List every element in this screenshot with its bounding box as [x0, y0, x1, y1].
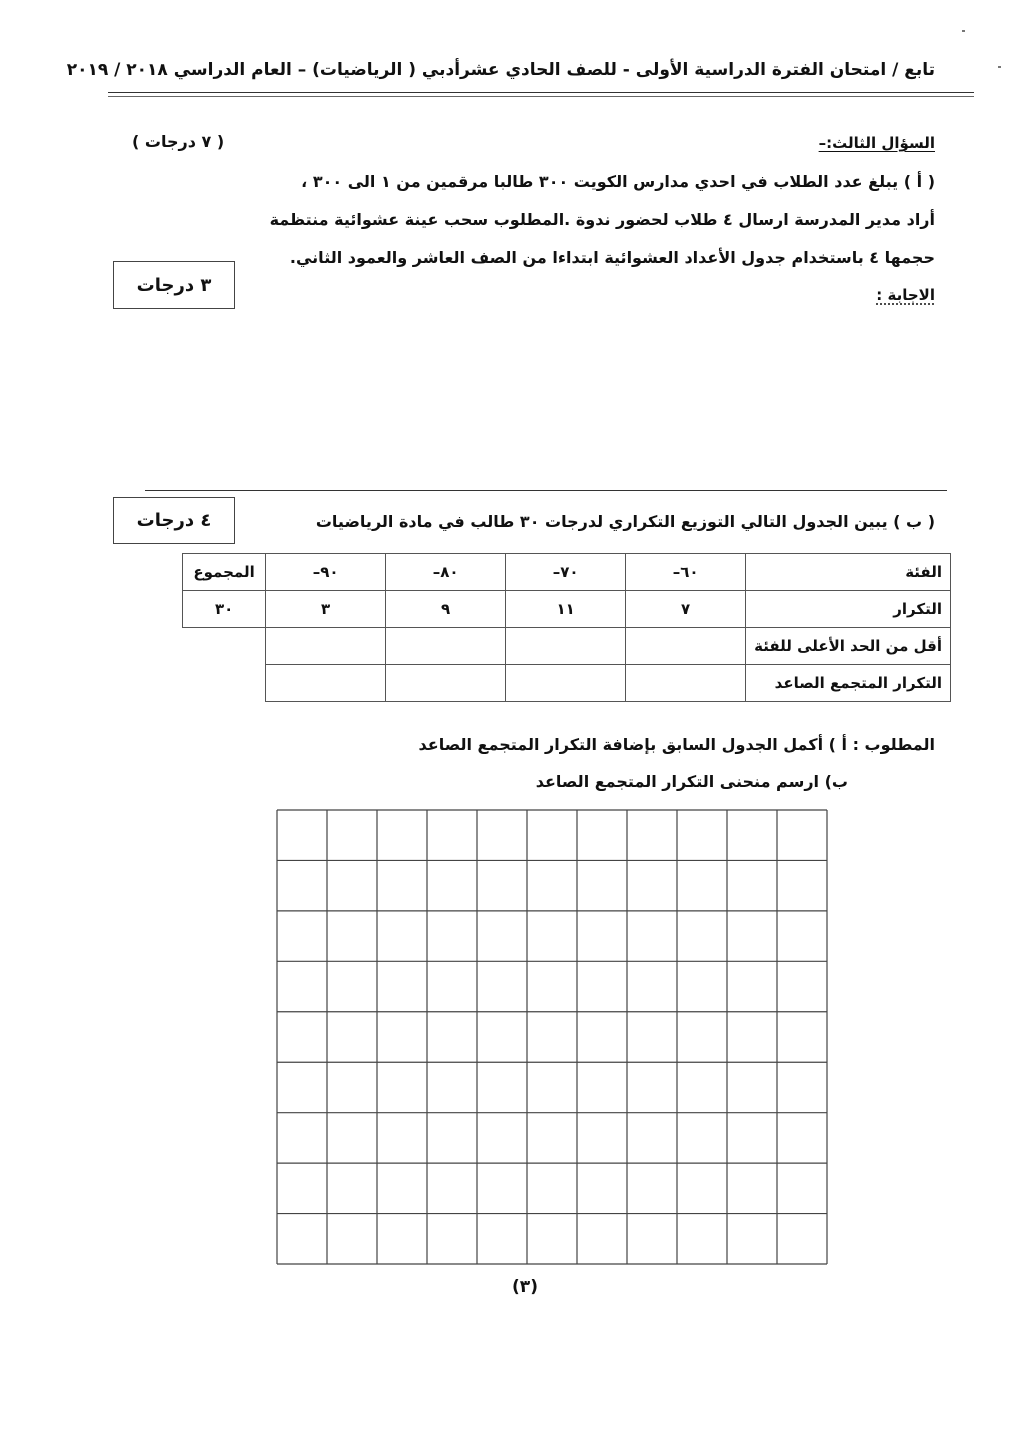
required-b-text: ب) ارسم منحنى التكرار المتجمع الصاعد: [535, 772, 848, 791]
upper-bound-cell[interactable]: [266, 628, 386, 665]
row-header-class: الفئة: [746, 554, 951, 591]
cumulative-cell[interactable]: [506, 665, 626, 702]
required-a-text: المطلوب : أ ) أكمل الجدول السابق بإضافة التكرار المتجمع الصاعد: [418, 735, 935, 754]
frequency-cell: ٣: [266, 591, 386, 628]
graph-paper-grid[interactable]: [276, 809, 828, 1265]
scan-speck: [962, 30, 965, 32]
row-header-upper-bound: أقل من الحد الأعلى للفئة: [746, 628, 951, 665]
class-cell: ٦٠–: [626, 554, 746, 591]
class-cell: ٩٠–: [266, 554, 386, 591]
page-number: (٣): [512, 1277, 538, 1297]
part-a-marks-box: [113, 261, 235, 309]
table-row-frequency: [183, 591, 951, 628]
frequency-table-wrapper: [182, 553, 951, 702]
question-total-marks: ( ٧ درجات ): [132, 132, 225, 151]
part-b-intro: ( ب ) يبين الجدول التالي التوزيع التكراري لدرجات ٣٠ طالب في مادة الرياضيات: [315, 512, 935, 531]
row-header-frequency: التكرار: [746, 591, 951, 628]
part-b-marks-box: [113, 497, 235, 544]
part-a-marks-label: ٣ درجات: [136, 274, 212, 296]
row-header-cumulative: التكرار المتجمع الصاعد: [746, 665, 951, 702]
empty-outside-cell: [183, 628, 266, 665]
class-cell: ٨٠–: [386, 554, 506, 591]
question-heading: السؤال الثالث:–: [818, 134, 935, 152]
part-a-line-3: حجمها ٤ باستخدام جدول الأعداد العشوائية ابتداءا من الصف العاشر والعمود الثاني.: [289, 248, 935, 267]
cumulative-cell[interactable]: [266, 665, 386, 702]
frequency-cell: ٩: [386, 591, 506, 628]
total-header-cell: المجموع: [183, 554, 266, 591]
upper-bound-cell[interactable]: [626, 628, 746, 665]
total-frequency-cell: ٣٠: [183, 591, 266, 628]
part-b-marks-label: ٤ درجات: [136, 510, 212, 531]
empty-outside-cell: [183, 665, 266, 702]
section-divider: [145, 490, 947, 491]
frequency-cell: ١١: [506, 591, 626, 628]
answer-label: الاجابة :: [876, 286, 935, 304]
upper-bound-cell[interactable]: [506, 628, 626, 665]
header-rule-top: [108, 92, 974, 93]
upper-bound-cell[interactable]: [386, 628, 506, 665]
exam-header-title: تابع / امتحان الفترة الدراسية الأولى - للصف الحادي عشرأدبي ( الرياضيات) – العام الدراسي ٢٠١٨ / ٢٠١٩: [66, 60, 935, 80]
table-row-upper-bound: [183, 628, 951, 665]
header-rule-bottom: [108, 96, 974, 97]
table-row-cumulative: [183, 665, 951, 702]
cumulative-cell[interactable]: [386, 665, 506, 702]
part-a-line-2: أراد مدير المدرسة ارسال ٤ طلاب لحضور ندوة .المطلوب سحب عينة عشوائية منتظمة: [269, 210, 935, 229]
frequency-cell: ٧: [626, 591, 746, 628]
class-cell: ٧٠–: [506, 554, 626, 591]
part-a-line-1: ( أ ) يبلغ عدد الطلاب في احدي مدارس الكويت ٣٠٠ طالبا مرقمين من ١ الى ٣٠٠ ،: [301, 172, 935, 191]
table-row-classes: [183, 554, 951, 591]
cumulative-cell[interactable]: [626, 665, 746, 702]
scan-speck: [998, 66, 1001, 68]
frequency-table: [182, 553, 951, 702]
